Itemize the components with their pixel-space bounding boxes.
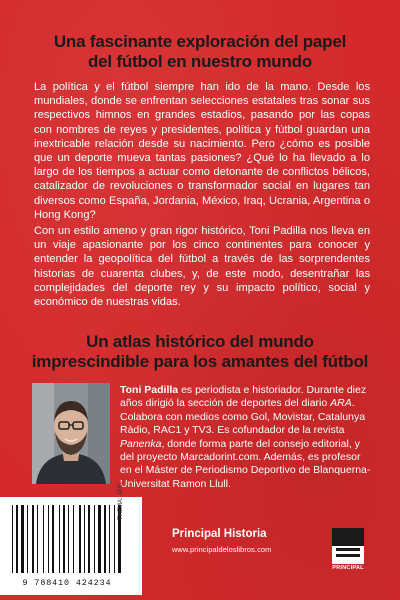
barcode-bar [114, 505, 115, 573]
barcode-bar [59, 505, 60, 573]
author-bio-text-1: es periodista e historiador. Durante diez años dirigió la sección de deportes del diario [120, 384, 367, 410]
author-bio [120, 384, 372, 491]
headline-top-line-1: Una fascinante exploración del papel [53, 32, 347, 51]
barcode-bar [68, 505, 69, 573]
barcode-bar [73, 505, 74, 573]
isbn-digits: 9 788410 424234 [22, 578, 112, 588]
barcode-bar [27, 505, 28, 573]
synopsis-paragraph-1: La política y el fútbol siempre han ido de la mano. Desde los mundiales, donde se enfrentan selecciones estatales tras sonar sus respectivos himnos en grandes estadios, pasando por las copas con nombres de reyes y presidentes, política y fútbol guardan una inextricable relación desde su nacimiento. Pero ¿cómo es posible que un deporte mueva tantas pasiones? ¿Qué lo ha llevado a lo largo de los tiempos a actuar como detonante de conflictos bélicos, catalizador de revoluciones o transformador social en lugares tan diversos como España, Jordania, México, Iraq, Ucrania, Argentina o Hong Kong? [34, 81, 370, 221]
headline-top-line-2: del fútbol en nuestro mundo [87, 52, 313, 71]
thema-code: THEMA: JPSL [118, 481, 124, 520]
barcode-bar [32, 505, 34, 573]
publisher-url: www.principaldeloslibros.com [172, 545, 272, 554]
publisher-logo-icon [330, 526, 366, 566]
headline-middle-line-1: Un atlas histórico del mundo [86, 332, 314, 351]
publisher-logo-text: PRINCIPAL [332, 565, 364, 571]
barcode-bar [63, 505, 65, 573]
barcode-bar [79, 505, 81, 573]
headline-middle-line-2: imprescindible para los amantes del fútbol [31, 352, 369, 371]
barcode-bar [12, 505, 13, 573]
author-bio-text-2: . Colabora con medios como Gol, Movistar, Catalunya Ràdio, RAC1 y TV3. Es cofundador de la revista [120, 397, 366, 437]
barcode-bar [16, 505, 18, 573]
headline-top [28, 32, 372, 72]
barcode-bar [48, 505, 49, 573]
synopsis-paragraph-2: Con un estilo ameno y gran rigor histórico, Toni Padilla nos lleva en un viaje apasionante por los cinco continentes para conocer y entender la geopolítica del fútbol a través de las sorprendentes historias de cuarenta clubes, y, de este modo, desentrañar las complejidades del deporte rey y su impacto político, social y económico de nuestras vidas. [34, 225, 370, 309]
author-portrait-illustration [32, 383, 110, 484]
barcode-bar [88, 505, 90, 573]
author-bio-text-3: , donde forma parte del consejo editorial, y del proyecto Marcadorint.com. Además, es profesor en el Máster de Periodismo Deportivo de Blanquerna-Universitat Ramon Llull. [120, 437, 371, 490]
barcode-bar [98, 505, 101, 573]
barcode-bar [94, 505, 95, 573]
barcode-bar [104, 505, 106, 573]
headline-middle [28, 332, 372, 372]
barcode-bar [52, 505, 54, 573]
author-newspaper: ARA [330, 397, 352, 410]
publisher-logo [330, 526, 366, 566]
barcode-bar [21, 505, 24, 573]
barcode-bar [109, 505, 110, 573]
barcode-bar [84, 505, 85, 573]
barcode-bar [43, 505, 44, 573]
author-magazine: Panenka [120, 437, 162, 450]
barcode-bar [37, 505, 38, 573]
author-name: Toni Padilla [120, 384, 179, 396]
imprint-name: Principal Historia [172, 528, 267, 540]
author-photo [32, 383, 110, 484]
